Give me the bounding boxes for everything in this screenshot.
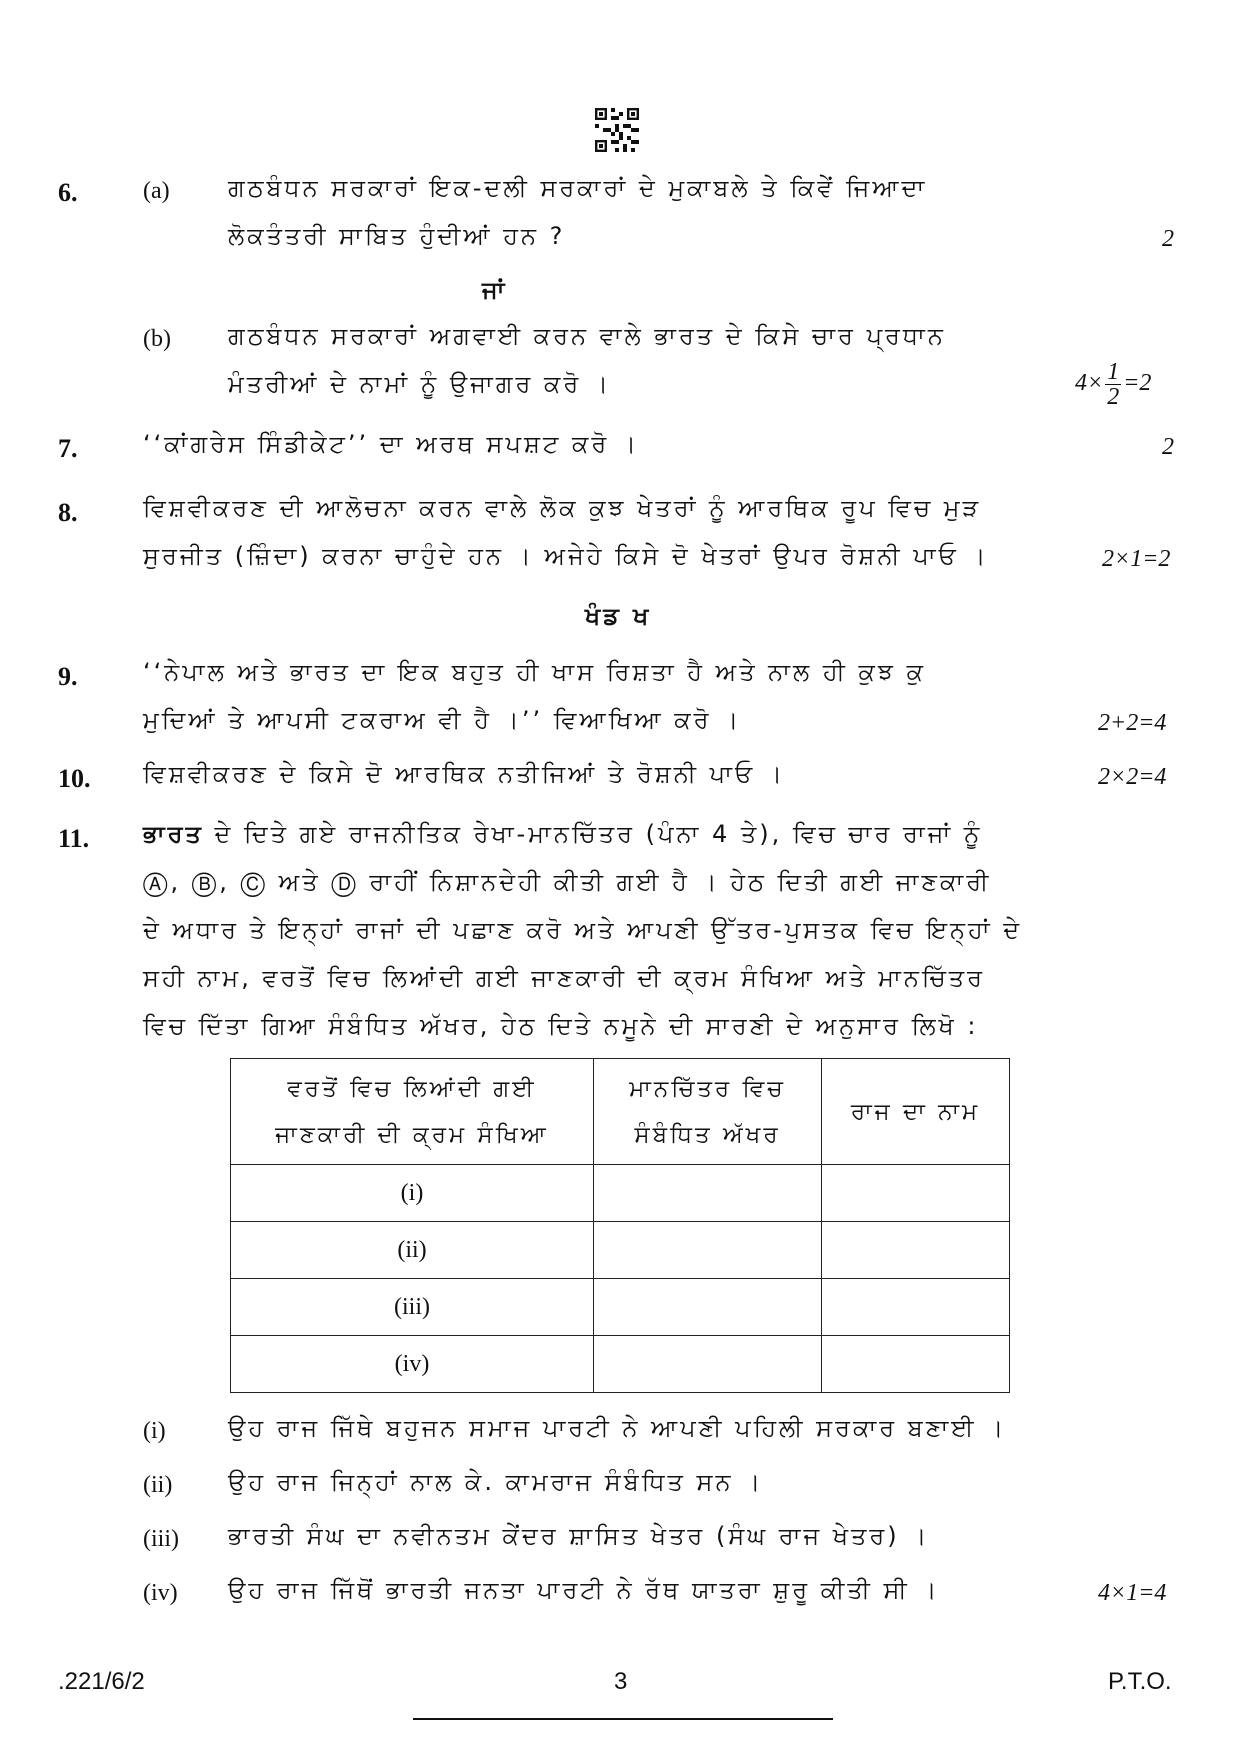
marks: 4×1=4 xyxy=(1098,1580,1167,1606)
table-row xyxy=(231,1165,1010,1222)
subpart-label: (b) xyxy=(143,326,171,352)
answer-format-table xyxy=(230,1058,1010,1393)
header-line: ਵਰਤੋਂ ਵਿਚ ਲਿਆਂਦੀ ਗਈ xyxy=(287,1075,537,1102)
question-number: 8. xyxy=(58,498,78,527)
question-number: 10. xyxy=(58,764,91,793)
table-row xyxy=(231,1222,1010,1279)
subpart-label: (iii) xyxy=(143,1526,179,1552)
question-text: ਗਠਬੰਧਨ ਸਰਕਾਰਾਂ ਇਕ-ਦਲੀ ਸਰਕਾਰਾਂ ਦੇ ਮੁਕਾਬਲੇ ਤੇ ਕਿਵੇਂ ਜਿਆਦਾ xyxy=(228,174,928,202)
question-text: ਸੁਰਜੀਤ (ਜ਼ਿੰਦਾ) ਕਰਨਾ ਚਾਹੁੰਦੇ ਹਨ । ਅਜੇਹੇ ਕਿਸੇ ਦੋ ਖੇਤਰਾਂ ਉਪਰ ਰੋਸ਼ਨੀ ਪਾਓ । xyxy=(143,542,989,570)
subpart-label: (ii) xyxy=(143,1472,173,1498)
section-heading: ਖੰਡ ਖ xyxy=(585,602,652,630)
marks: 2×2=4 xyxy=(1098,764,1167,790)
marks: 2 xyxy=(1162,434,1174,460)
fraction-numerator: 1 xyxy=(1107,359,1120,385)
table-row xyxy=(231,1336,1010,1393)
question-text: Ⓐ, Ⓑ, Ⓒ ਅਤੇ Ⓓ ਰਾਹੀਂ ਨਿਸ਼ਾਨਦੇਹੀ ਕੀਤੀ ਗਈ ਹੈ । ਹੇਠ ਦਿਤੀ ਗਈ ਜਾਣਕਾਰੀ xyxy=(143,868,992,896)
table-cell xyxy=(822,1336,1010,1393)
fraction xyxy=(1105,360,1121,409)
marks: 2×1=2 xyxy=(1102,546,1171,572)
question-text: ‘‘ਨੇਪਾਲ ਅਤੇ ਭਾਰਤ ਦਾ ਇਕ ਬਹੁਤ ਹੀ ਖਾਸ ਰਿਸ਼ਤਾ ਹੈ ਅਤੇ ਨਾਲ ਹੀ ਕੁਝ ਕੁ xyxy=(143,658,926,686)
pto-label: P.T.O. xyxy=(1108,1668,1172,1695)
question-text: ਲੋਕਤੰਤਰੀ ਸਾਬਿਤ ਹੁੰਦੀਆਂ ਹਨ ? xyxy=(228,222,566,250)
question-text: ਵਿਸ਼ਵੀਕਰਣ ਦੇ ਕਿਸੇ ਦੋ ਆਰਥਿਕ ਨਤੀਜਿਆਂ ਤੇ ਰੋਸ਼ਨੀ ਪਾਓ । xyxy=(143,760,785,788)
table-header: ਰਾਜ ਦਾ ਨਾਮ xyxy=(822,1059,1010,1165)
table-header xyxy=(594,1059,822,1165)
table-cell: (iv) xyxy=(231,1336,594,1393)
table-header-row xyxy=(231,1059,1010,1165)
list-item: ਉਹ ਰਾਜ ਜਿੱਥੇ ਬਹੁਜਨ ਸਮਾਜ ਪਾਰਟੀ ਨੇ ਆਪਣੀ ਪਹਿਲੀ ਸਰਕਾਰ ਬਣਾਈ । xyxy=(228,1414,1007,1442)
table-cell: (i) xyxy=(231,1165,594,1222)
question-text: ਸਹੀ ਨਾਮ, ਵਰਤੋਂ ਵਿਚ ਲਿਆਂਦੀ ਗਈ ਜਾਣਕਾਰੀ ਦੀ ਕ੍ਰਮ ਸੰਖਿਆ ਅਤੇ ਮਾਨਚਿੱਤਰ xyxy=(143,964,986,992)
question-number: 6. xyxy=(58,178,78,207)
table-cell xyxy=(822,1165,1010,1222)
table-cell xyxy=(594,1279,822,1336)
paper-code: .221/6/2 xyxy=(58,1668,145,1695)
table-cell xyxy=(594,1165,822,1222)
question-text: ਵਿਚ ਦਿੱਤਾ ਗਿਆ ਸੰਬੰਧਿਤ ਅੱਖਰ, ਹੇਠ ਦਿਤੇ ਨਮੂਨੇ ਦੀ ਸਾਰਣੀ ਦੇ ਅਨੁਸਾਰ ਲਿਖੋ : xyxy=(143,1012,979,1040)
header-line: ਸੰਬੰਧਿਤ ਅੱਖਰ xyxy=(634,1121,781,1148)
question-number: 7. xyxy=(58,434,78,463)
question-text-rest: ਦੇ ਦਿਤੇ ਗਏ ਰਾਜਨੀਤਿਕ ਰੇਖਾ-ਮਾਨਚਿੱਤਰ (ਪੰਨਾ 4 ਤੇ), ਵਿਚ ਚਾਰ ਰਾਜਾਂ ਨੂੰ xyxy=(203,820,983,848)
marks-suffix: =2 xyxy=(1123,370,1152,397)
table-cell: (iii) xyxy=(231,1279,594,1336)
question-number: 9. xyxy=(58,662,78,691)
question-text: ਵਿਸ਼ਵੀਕਰਣ ਦੀ ਆਲੋਚਨਾ ਕਰਨ ਵਾਲੇ ਲੋਕ ਕੁਝ ਖੇਤਰਾਂ ਨੂੰ ਆਰਥਿਕ ਰੂਪ ਵਿਚ ਮੁੜ xyxy=(143,494,982,522)
qr-code-icon xyxy=(595,108,639,152)
table-header xyxy=(231,1059,594,1165)
marks: 2+2=4 xyxy=(1098,710,1167,736)
table-row xyxy=(231,1279,1010,1336)
table-cell xyxy=(594,1336,822,1393)
question-text xyxy=(143,820,982,848)
list-item: ਉਹ ਰਾਜ ਜਿੱਥੋਂ ਭਾਰਤੀ ਜਨਤਾ ਪਾਰਟੀ ਨੇ ਰੱਥ ਯਾਤਰਾ ਸ਼ੁਰੂ ਕੀਤੀ ਸੀ । xyxy=(228,1576,940,1604)
footer-rule xyxy=(413,1718,833,1720)
table-cell: (ii) xyxy=(231,1222,594,1279)
list-item: ਭਾਰਤੀ ਸੰਘ ਦਾ ਨਵੀਨਤਮ ਕੇਂਦਰ ਸ਼ਾਸਿਤ ਖੇਤਰ (ਸੰਘ ਰਾਜ ਖੇਤਰ) । xyxy=(228,1522,930,1550)
question-number: 11. xyxy=(58,824,90,853)
question-text: ਦੇ ਅਧਾਰ ਤੇ ਇਨ੍ਹਾਂ ਰਾਜਾਂ ਦੀ ਪਛਾਣ ਕਰੋ ਅਤੇ ਆਪਣੀ ਉੱਤਰ-ਪੁਸਤਕ ਵਿਚ ਇਨ੍ਹਾਂ ਦੇ xyxy=(143,916,1023,944)
table-cell xyxy=(822,1222,1010,1279)
header-line: ਜਾਣਕਾਰੀ ਦੀ ਕ੍ਰਮ ਸੰਖਿਆ xyxy=(275,1121,549,1148)
question-text: ‘‘ਕਾਂਗਰੇਸ ਸਿੰਡੀਕੇਟ’’ ਦਾ ਅਰਥ ਸਪਸ਼ਟ ਕਰੋ । xyxy=(143,430,640,458)
page-number: 3 xyxy=(614,1668,628,1695)
fraction-denominator: 2 xyxy=(1107,384,1120,410)
list-item: ਉਹ ਰਾਜ ਜਿਨ੍ਹਾਂ ਨਾਲ ਕੇ. ਕਾਮਰਾਜ ਸੰਬੰਧਿਤ ਸਨ । xyxy=(228,1468,764,1496)
header-line: ਮਾਨਚਿੱਤਰ ਵਿਚ xyxy=(629,1075,786,1102)
marks xyxy=(1075,360,1151,409)
table-cell xyxy=(594,1222,822,1279)
question-text: ਮੁਦਿਆਂ ਤੇ ਆਪਸੀ ਟਕਰਾਅ ਵੀ ਹੈ ।’’ ਵਿਆਖਿਆ ਕਰੋ । xyxy=(143,706,742,734)
question-text: ਗਠਬੰਧਨ ਸਰਕਾਰਾਂ ਅਗਵਾਈ ਕਰਨ ਵਾਲੇ ਭਾਰਤ ਦੇ ਕਿਸੇ ਚਾਰ ਪ੍ਰਧਾਨ xyxy=(228,322,946,350)
subpart-label: (i) xyxy=(143,1418,166,1444)
table-cell xyxy=(822,1279,1010,1336)
subpart-label: (iv) xyxy=(143,1580,178,1606)
or-separator: ਜਾਂ xyxy=(482,276,508,304)
country-name: ਭਾਰਤ xyxy=(143,820,204,848)
marks: 2 xyxy=(1162,226,1174,252)
subpart-label: (a) xyxy=(143,178,170,204)
question-text: ਮੰਤਰੀਆਂ ਦੇ ਨਾਮਾਂ ਨੂੰ ਉਜਾਗਰ ਕਰੋ । xyxy=(228,370,612,398)
marks-prefix: 4× xyxy=(1075,370,1104,397)
